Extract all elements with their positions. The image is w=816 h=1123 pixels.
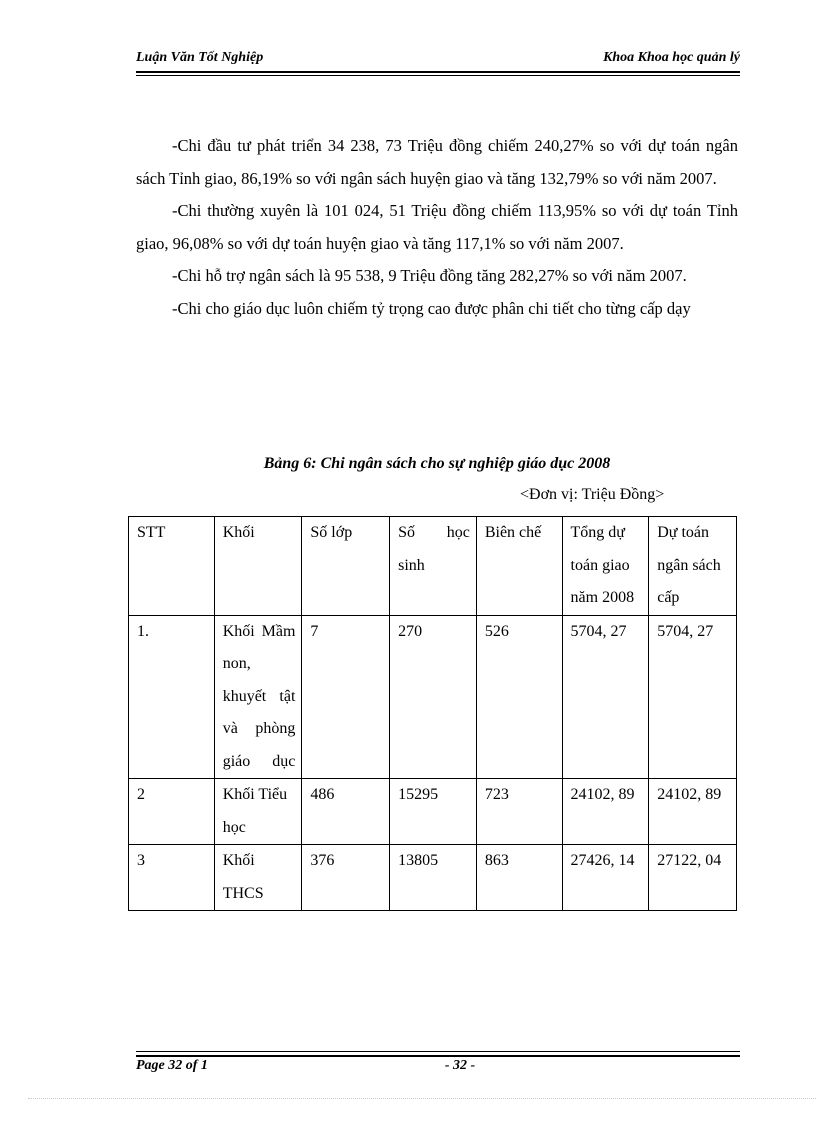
table-caption: Bảng 6: Chi ngân sách cho sự nghiệp giáo dục 2008 bbox=[263, 455, 611, 472]
table-unit: <Đơn vị: Triệu Đồng> bbox=[520, 486, 665, 503]
footer-rule-thin bbox=[136, 1051, 740, 1052]
body-text bbox=[136, 130, 738, 325]
header-faculty: Khoa Khoa học quản lý bbox=[603, 50, 740, 65]
header-cell: Dự toán ngân sách cấp bbox=[649, 517, 737, 616]
header-rule-thin bbox=[136, 75, 740, 76]
header-cell: Tổng dự toán giao năm 2008 bbox=[562, 517, 649, 616]
table-cell: 863 bbox=[476, 845, 562, 911]
page-break-line bbox=[28, 1098, 816, 1099]
table-cell: Khối Tiểu học bbox=[214, 779, 302, 845]
table-cell: 270 bbox=[390, 615, 477, 779]
table-row bbox=[129, 615, 737, 779]
table-row bbox=[129, 845, 737, 911]
header-cell: STT bbox=[129, 517, 215, 616]
table-cell: 2 bbox=[129, 779, 215, 845]
paragraph-budget-support: -Chi hỗ trợ ngân sách là 95 538, 9 Triệu đồng tăng 282,27% so với năm 2007. bbox=[172, 266, 687, 285]
table-cell: 1. bbox=[129, 615, 215, 779]
table-cell: Khối Mầm non, khuyết tật và phòng giáo dục bbox=[214, 615, 302, 779]
paragraph-regular-spending: -Chi thường xuyên là 101 024, 51 Triệu đồng chiếm 113,95% so với dự toán Tỉnh giao, 96,08% so với dự toán huyện giao và tăng 117,1% so với năm 2007. bbox=[136, 201, 738, 253]
table-cell: 15295 bbox=[390, 779, 477, 845]
table-cell: 7 bbox=[302, 615, 390, 779]
header-cell: Biên chế bbox=[476, 517, 562, 616]
footer-page-label: Page 32 of 1 bbox=[136, 1058, 208, 1073]
header-cell: Khối bbox=[214, 517, 302, 616]
table-cell: 5704, 27 bbox=[562, 615, 649, 779]
table-cell: 24102, 89 bbox=[649, 779, 737, 845]
table-row bbox=[129, 779, 737, 845]
table-cell: 3 bbox=[129, 845, 215, 911]
table-cell: 24102, 89 bbox=[562, 779, 649, 845]
header-thesis-title: Luận Văn Tốt Nghiệp bbox=[136, 50, 264, 65]
table-cell: 486 bbox=[302, 779, 390, 845]
page-header bbox=[136, 50, 740, 70]
header-rule bbox=[136, 71, 740, 73]
header-cell: Số học sinh bbox=[390, 517, 477, 616]
header-cell: Số lớp bbox=[302, 517, 390, 616]
paragraph-development-spending: -Chi đầu tư phát triển 34 238, 73 Triệu đồng chiếm 240,27% so với dự toán ngân sách Tỉnh giao, 86,19% so với ngân sách huyện giao và tăng 132,79% so với năm 2007. bbox=[136, 136, 738, 188]
education-budget-table bbox=[128, 516, 737, 911]
footer-page-number: - 32 - bbox=[444, 1058, 476, 1073]
table-cell: Khối THCS bbox=[214, 845, 302, 911]
table-cell: 376 bbox=[302, 845, 390, 911]
table-cell: 27122, 04 bbox=[649, 845, 737, 911]
table-cell: 723 bbox=[476, 779, 562, 845]
table-cell: 526 bbox=[476, 615, 562, 779]
table-header-row bbox=[129, 517, 737, 616]
table-cell: 13805 bbox=[390, 845, 477, 911]
paragraph-education-spending: -Chi cho giáo dục luôn chiếm tỷ trọng cao được phân chi tiết cho từng cấp dạy bbox=[172, 298, 691, 318]
footer-rule bbox=[136, 1055, 740, 1057]
table-cell: 5704, 27 bbox=[649, 615, 737, 779]
table-cell: 27426, 14 bbox=[562, 845, 649, 911]
